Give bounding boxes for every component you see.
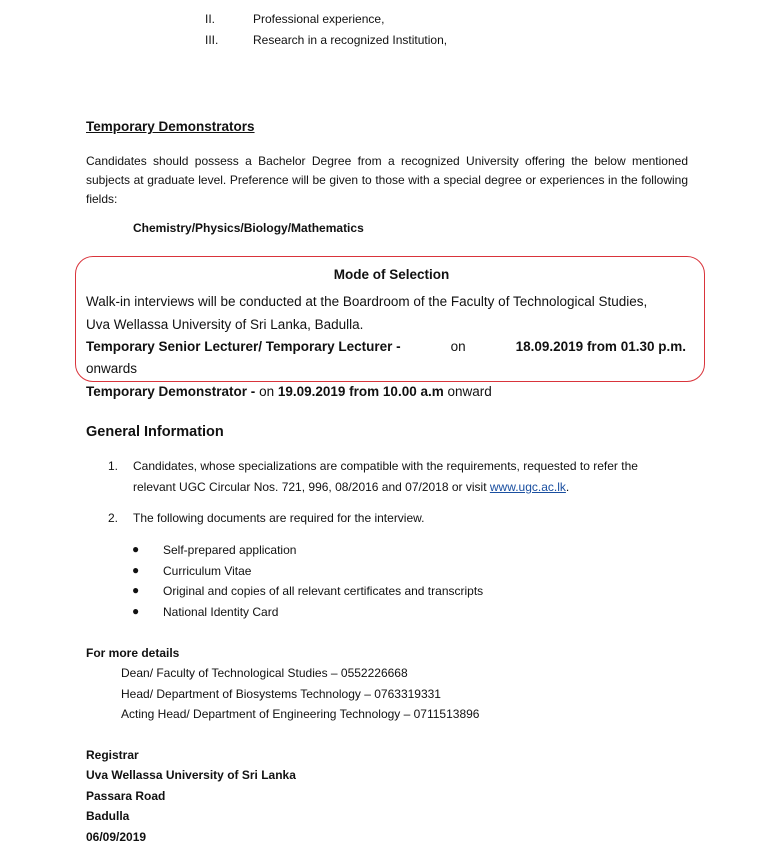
document-item: Self-prepared application [163,543,297,557]
signature-university: Uva Wellassa University of Sri Lanka [86,768,296,782]
contact-biosystems-head: Head/ Department of Biosystems Technology – 0763319331 [121,687,441,701]
document-item: National Identity Card [163,605,279,619]
senior-lecturer-interview [86,339,686,354]
bullet-icon: ● [132,563,140,577]
demonstrators-paragraph: Candidates should possess a Bachelor Degree from a recognized University offering the below mentioned subjects at graduate level. Preference will be given to those with a special degree or experiences in the following fields: [86,154,688,206]
senior-label: Temporary Senior Lecturer/ Temporary Lecturer - [86,339,401,354]
contact-engineering-head: Acting Head/ Department of Engineering Technology – 0711513896 [121,707,480,721]
general-item-1-line-1: Candidates, whose specializations are compatible with the requirements, requested to refer the [133,459,638,473]
selection-line-1: Walk-in interviews will be conducted at the Boardroom of the Faculty of Technological Studies, [86,294,648,309]
general-item-2-number: 2. [108,511,119,525]
document-item: Original and copies of all relevant certificates and transcripts [163,584,484,598]
senior-on: on [450,339,466,354]
selection-heading: Mode of Selection [333,267,450,282]
demo-on: on [259,384,275,399]
demo-label: Temporary Demonstrator - [86,384,256,399]
general-item-2-text: The following documents are required for the interview. [133,511,425,525]
demonstrator-interview [86,384,492,399]
senior-when: 18.09.2019 from 01.30 p.m. [515,339,686,354]
circular-text: relevant UGC Circular Nos. 721, 996, 08/2016 and 07/2018 or visit [133,480,487,494]
demo-onward: onward [447,384,492,399]
numeral-iii: III. [205,33,219,47]
period: . [565,480,570,494]
numeral-ii: II. [205,12,216,26]
bullet-icon: ● [132,604,140,618]
signature-city: Badulla [86,809,130,823]
selection-line-2: Uva Wellassa University of Sri Lanka, Badulla. [86,317,364,332]
general-item-1-line-2 [133,480,569,494]
demonstrators-heading: Temporary Demonstrators [86,119,255,134]
subjects-list: Chemistry/Physics/Biology/Mathematics [133,221,364,235]
contact-dean: Dean/ Faculty of Technological Studies – 0552226668 [121,666,408,680]
bullet-icon: ● [132,542,140,556]
senior-onwards: onwards [86,361,138,376]
document-item: Curriculum Vitae [163,564,252,578]
demo-when: 19.09.2019 from 10.00 a.m [277,384,444,399]
signature-date: 06/09/2019 [86,830,147,844]
details-heading: For more details [86,646,180,660]
signature-title: Registrar [86,748,139,762]
general-heading: General Information [86,424,224,440]
qualification-item: Research in a recognized Institution, [253,33,448,47]
bullet-icon: ● [132,583,140,597]
qualification-item: Professional experience, [253,12,385,26]
ugc-link[interactable]: www.ugc.ac.lk [489,480,566,494]
general-item-1-number: 1. [108,459,119,473]
signature-road: Passara Road [86,789,166,803]
